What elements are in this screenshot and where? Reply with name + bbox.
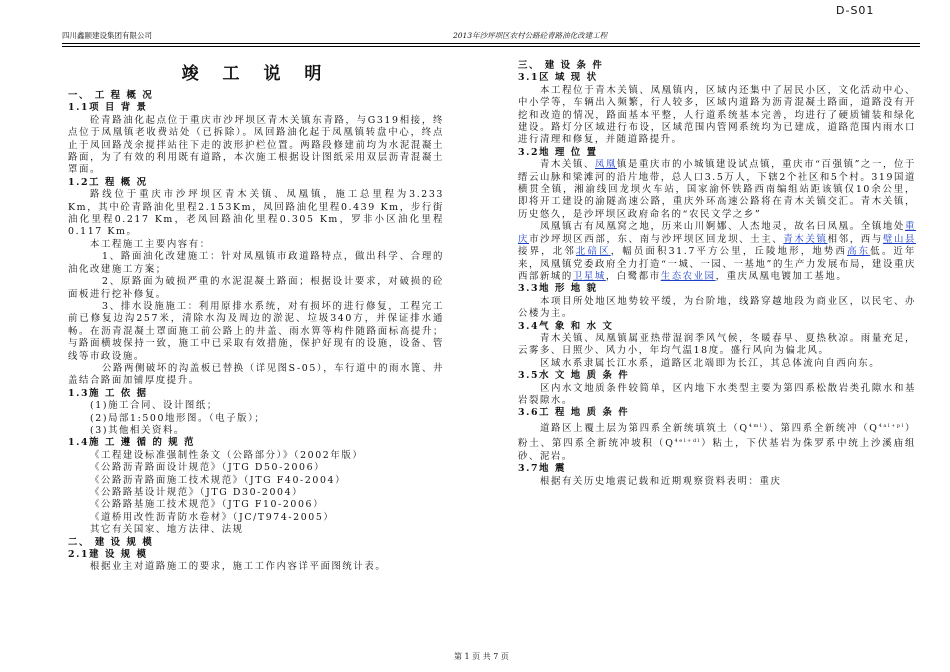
stratum-code: 4ml	[748, 422, 764, 429]
section-1-2-heading: 1.2工 程 概 况	[68, 176, 148, 188]
link-qingmuguan[interactable]: 青木关镇	[783, 233, 828, 245]
section-3-2-para-1	[518, 159, 916, 221]
header-rule-bottom	[62, 46, 920, 47]
text-run: ）粘土，下伏基岩为侏罗系中统上沙溪庙组砂、泥岩。	[518, 438, 916, 462]
header-company: 四川鑫颐建设集团有限公司	[62, 31, 152, 40]
section-3-6-text	[518, 420, 916, 463]
right-column	[518, 60, 916, 488]
text-run: 道路区上覆土层为第四系全新统填筑土（Q	[540, 422, 749, 434]
stratum-code: 4el+dl	[674, 438, 701, 445]
work-item-4: 公路两侧破坏的沟盖板已替换（详见图S-05），车行道中的雨水篦、井盖结合路面加铺厚度提升。	[68, 362, 444, 387]
spec-item: 《道桥用改性沥青防水卷材》（JC/T974-2005）	[90, 511, 335, 523]
section-3-5-heading: 3.5水 文 地 质 条 件	[518, 370, 630, 382]
section-3-1-heading: 3.1区 域 现 状	[518, 72, 598, 84]
section-2-1-text: 根据业主对道路施工的要求，施工工作内容详平面图统计表。	[90, 561, 387, 573]
link-bishan[interactable]: 璧山县	[882, 233, 916, 245]
left-column	[68, 54, 444, 574]
work-item-3: 3、排水设施施工：利用原排水系统，对有损坏的进行修复，工程完工前已修复边沟257米，清除水沟及周边的淤泥、垃圾340方，并保证排水通畅。在沥青混凝土罩面施工前公路上的井盖、雨水箅等构件随路面标高提升；与路面横坡保持一致，施工中已采取有效措施，保护好现有的设施，设备、管线等市政设施。	[68, 300, 444, 362]
text-run: 接界，北邻	[518, 246, 576, 258]
text-run: ）粉土、第四系全新统冲坡积（Q	[518, 422, 917, 450]
page-number: 第 1 页 共 7 页	[454, 652, 509, 661]
document-id: D-S01	[836, 4, 875, 17]
link-chongqing[interactable]: 重庆	[518, 221, 916, 245]
header-project-title: 2013年沙坪坝区农村公路砼青路油化改建工程	[453, 31, 608, 40]
section-3-4-text: 青木关镇、凤凰镇属亚热带湿润季风气候，冬暖春早、夏热秋凉。雨量充足，云雾多、日照少、风力小，年均气温18度。盛行风向为偏北风。	[518, 332, 916, 357]
spec-item: 《公路路基设计规范》（JTG D30-2004）	[90, 487, 304, 498]
section-3-4-text-2: 区域水系隶属长江水系，道路区北端即为长江，其总体流向自西向东。	[540, 357, 881, 369]
text-run: ）、第四系全新统冲（Q	[763, 422, 879, 434]
section-3-7-heading: 3.7地 震	[518, 463, 566, 475]
section-3-2-para-2	[518, 221, 916, 283]
stratum-code: 4al+pl	[878, 422, 905, 429]
text-run: 相邻，西与	[827, 233, 883, 245]
section-3-3-text: 本项目所处地区地势较平缓，为台阶地，线路穿越地段为商业区，以民宅、办公楼为主。	[518, 295, 916, 320]
section-1-1-heading: 1.1项 目 背 景	[68, 102, 148, 114]
link-fenghuang[interactable]: 凤凰	[595, 159, 618, 171]
section-2-heading: 二、 建 设 规 模	[68, 536, 154, 548]
text-run: 凤凰镇古有凤凰窝之地，历来山川婀娜、人杰地灵，故名曰凤凰。全镇地处	[540, 221, 906, 233]
section-3-5-text: 区内水文地质条件较简单，区内地下水类型主要为第四系松散岩类孔隙水和基岩裂隙水。	[518, 382, 916, 406]
section-3-2-heading: 3.2地 理 位 置	[518, 146, 598, 158]
text-run: ，白鹭都市	[605, 270, 661, 282]
text-run: ，幅员面积31.7平方公里，丘陵地形，地势西	[610, 246, 848, 258]
text-run: ，重庆凤凰电镀加工基地。	[715, 270, 848, 282]
text-run: 镇是重庆市的小城镇建设试点镇，重庆市“百强镇”之一，位于缙云山脉和梁滩河的沿片地带，总人口3.5万人，下辖2个社区和5个村。319国道横贯全镇，湘渝线回龙坝火车站，国家渝怀铁路西南编组站距该镇仅10余公里，即将开工建设的渝隧高速公路，重庆外环高速公路将在青木关镇交汇。青木关镇，历史悠久，是沙坪坝区政府命名的“农民文学之乡”	[518, 159, 916, 220]
link-eco-agri-park[interactable]: 生态农业园	[660, 270, 716, 282]
link-beibei[interactable]: 北碚区	[575, 246, 611, 258]
work-item-2: 2、原路面为破损严重的水泥混凝土路面；根据设计要求，对破损的砼面板进行挖补修复。	[68, 276, 444, 300]
text-run: 低。近年来，凤凰镇党委政府全力打造“一城、一园、一基地”的生产力发展布局，建设重庆西部新城的	[518, 246, 916, 282]
header-rule-top	[62, 43, 920, 44]
section-1-heading: 一、 工 程 概 况	[68, 90, 154, 101]
spec-item: 《公路沥青路面施工技术规范》（JTG F40-2004）	[90, 474, 347, 486]
section-1-4-heading: 1.4施 工 遵 循 的 规 范	[68, 437, 196, 449]
section-2-1-heading: 2.1建 设 规 模	[68, 549, 148, 561]
document-title: 竣 工 说 明	[181, 64, 331, 84]
basis-item: (3)其他相关资料。	[90, 424, 185, 436]
link-gaodong[interactable]: 高东	[847, 246, 871, 258]
basis-item: (1)施工合同、设计图纸；	[90, 400, 218, 412]
section-3-3-heading: 3.3地 形 地 貌	[518, 283, 598, 295]
spec-item: 《公路沥青路面设计规范》（JTG D50-2006）	[90, 462, 326, 474]
section-1-3-heading: 1.3施 工 依 据	[68, 387, 148, 399]
section-3-7-text: 根据有关历史地震记载和近期观察资料表明：重庆	[540, 475, 782, 487]
spec-item: 《工程建设标准强制性条文（公路部分）》（2002年版）	[90, 449, 364, 461]
spec-item: 其它有关国家、地方法律、法规	[90, 524, 244, 536]
section-1-1-text: 砼青路油化起点位于重庆市沙坪坝区青木关镇东青路，与G319相接，终点位于凤凰镇老收费站处（已拆除）。凤回路油化起于凤凰镇转盘中心，终点止于凤回路茂余搅拌站往下走的波形护栏位置。两路段修建前均为水泥混凝土路面，为了有效的利用既有道路，本次施工根据设计图纸采用双层沥青混凝土罩面。	[68, 114, 444, 176]
section-1-2-text: 路线位于重庆市沙坪坝区青木关镇、凤凰镇，施工总里程为3.233 Km，其中砼青路油化里程2.153Km，凤回路油化里程0.439 Km，步行街油化里程0.217 Km，老凤回路油化里程0.305 Km，罗非小区油化里程0.117 Km。	[68, 189, 444, 238]
text-run: 市沙坪坝区西部，东、南与沙坪坝区回龙坝、土主、	[529, 233, 784, 245]
work-item-1: 1、路面油化改建施工：针对凤凰镇市政道路特点，做出科学、合理的油化改建施工方案；	[68, 251, 444, 275]
section-3-heading: 三、 建 设 条 件	[518, 60, 604, 71]
spec-item: 《公路路基施工技术规范》（JTG F10-2006）	[90, 499, 325, 511]
section-3-4-heading: 3.4气 象 和 水 文	[518, 320, 614, 332]
section-3-1-text: 本工程位于青木关镇、凤凰镇内，区域内还集中了居民小区，文化活动中心、中小学等，车辆出入频繁，行人较多，区域内道路为沥青混凝土路面，道路没有开挖和改造的情况，路面基本平整，人行道系统基本完善，均进行了硬质铺装和绿化建设。路灯分区域进行布设，区域范围内管网系统均为已建成，道路范围内雨水口进行清理和修复，并随道路提升。	[518, 84, 916, 146]
text-run: 青木关镇、	[540, 159, 596, 171]
section-3-6-heading: 3.6工 程 地 质 条 件	[518, 407, 630, 419]
section-1-2-intro: 本工程施工主要内容有：	[90, 238, 211, 250]
basis-item: (2)局部1:500地形图。（电子版）；	[90, 412, 266, 424]
link-satellite-city[interactable]: 卫星城	[572, 270, 606, 282]
page-header	[62, 30, 920, 43]
